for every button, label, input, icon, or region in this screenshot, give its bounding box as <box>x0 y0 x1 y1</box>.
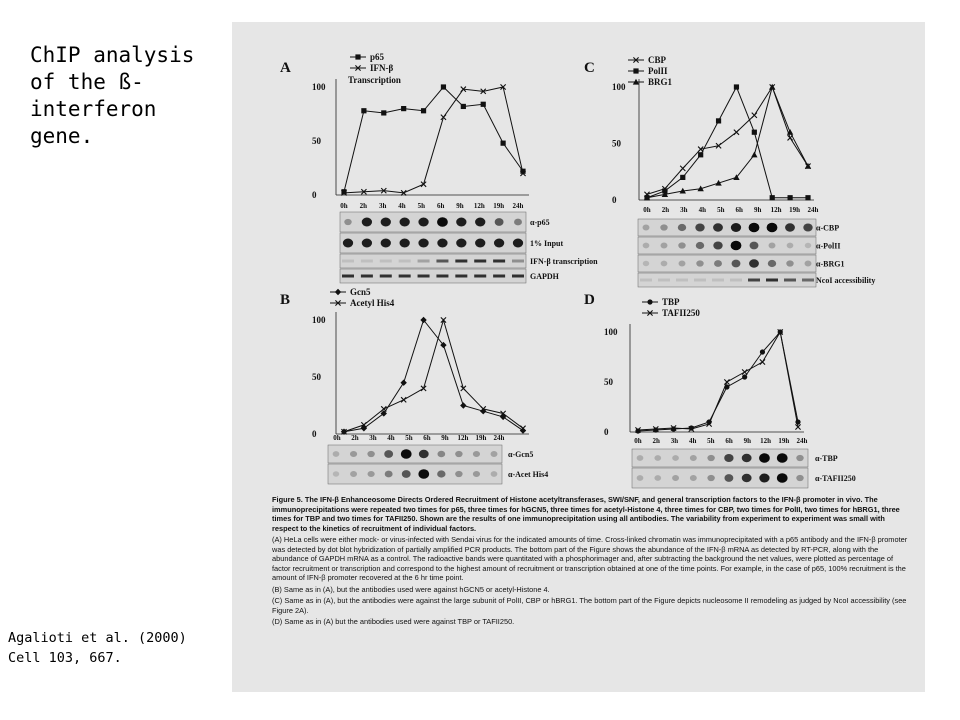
blot-dot <box>724 454 733 462</box>
blot-dot <box>513 239 523 248</box>
blot-dot <box>333 451 340 457</box>
legend-label: TBP <box>662 297 680 307</box>
data-point <box>752 113 757 118</box>
blot-dot <box>402 470 411 478</box>
data-point <box>752 130 757 135</box>
blot-band <box>399 260 411 263</box>
blot-dot <box>796 455 803 461</box>
x-tick-label: 5h <box>417 202 426 210</box>
blot-dot <box>749 259 759 268</box>
blot-dot <box>714 260 722 267</box>
blot-band <box>658 279 670 282</box>
blot-dot <box>437 217 448 226</box>
blot-dot <box>768 260 776 267</box>
series-line <box>638 332 798 430</box>
blot-band <box>418 260 430 263</box>
data-point <box>421 386 426 391</box>
data-point <box>734 130 739 135</box>
figure-sheet <box>232 22 925 692</box>
blot-label: α-p65 <box>530 218 550 227</box>
blot-dot <box>672 455 679 461</box>
panel-letter: A <box>280 60 291 76</box>
blot-band <box>640 279 652 282</box>
blot-band <box>748 279 760 282</box>
blot-label: NcoI accessibility <box>816 276 876 285</box>
blot-dot <box>696 260 703 266</box>
blot-label: α-PolII <box>816 241 841 251</box>
blot-dot <box>679 261 686 267</box>
data-point <box>760 359 765 364</box>
blot-dot <box>742 474 752 483</box>
blot-band <box>342 275 354 278</box>
blot-dot <box>385 471 393 478</box>
x-tick-label: 0h <box>333 434 341 442</box>
blot-dot <box>777 473 788 482</box>
slide-title-line: ChIP analysis <box>30 43 195 67</box>
blot-dot <box>759 453 770 462</box>
blot-band <box>512 260 524 263</box>
data-point <box>361 108 366 113</box>
blot-band <box>766 279 778 282</box>
data-point <box>724 379 729 384</box>
y-tick-label: 0 <box>612 195 617 205</box>
panel-letter: D <box>584 292 595 308</box>
blot-dot <box>713 241 722 249</box>
legend-label: TAFII250 <box>662 308 700 318</box>
blot-dot <box>475 239 485 248</box>
blot-dot <box>362 239 372 248</box>
x-tick-label: 19h <box>493 202 505 210</box>
data-point <box>680 175 685 180</box>
x-tick-label: 19h <box>789 206 801 214</box>
data-point <box>760 349 765 354</box>
x-tick-label: 9h <box>456 202 464 210</box>
slide-title-line: gene. <box>30 124 94 148</box>
data-point <box>671 426 676 431</box>
x-tick-label: 9h <box>743 437 752 445</box>
data-point <box>401 106 406 111</box>
data-point <box>751 152 757 158</box>
blot-dot <box>456 218 466 227</box>
blot-dot <box>661 261 668 267</box>
blot-dot <box>805 261 812 267</box>
blot-dot <box>713 223 723 232</box>
blot-band <box>512 275 524 278</box>
blot-dot <box>678 242 685 248</box>
blot-band <box>361 260 373 263</box>
blot-dot <box>731 241 742 250</box>
blot-band <box>730 279 742 282</box>
blot-dot <box>400 239 410 248</box>
x-tick-label: 6h <box>436 202 445 210</box>
blot-label: IFN-β transcription <box>530 257 598 266</box>
blot-dot <box>796 475 803 481</box>
blot-dot <box>437 239 447 248</box>
blot-band <box>455 260 467 263</box>
x-tick-label: 4h <box>688 437 697 445</box>
y-tick-label: 100 <box>312 82 326 92</box>
blot-band <box>380 260 392 263</box>
blot-label: α-TAFII250 <box>815 474 856 483</box>
x-tick-label: 12h <box>760 437 772 445</box>
blot-dot <box>456 239 466 248</box>
data-point <box>653 427 658 432</box>
blot-band <box>361 275 373 278</box>
y-tick-label: 100 <box>612 82 626 92</box>
blot-dot <box>695 223 704 231</box>
blot-band <box>493 260 505 263</box>
blot-dot <box>350 471 357 477</box>
blot-dot <box>333 471 339 476</box>
x-tick-label: 4h <box>387 434 395 442</box>
blot-band <box>474 275 486 278</box>
blot-dot <box>731 223 741 232</box>
x-tick-label: 12h <box>473 202 485 210</box>
blot-dot <box>750 242 759 250</box>
y-tick-label: 100 <box>604 327 618 337</box>
data-point <box>441 317 446 322</box>
blot-label: α-TBP <box>815 454 838 463</box>
x-tick-label: 0h <box>340 202 348 210</box>
blot-dot <box>437 451 445 458</box>
blot-dot <box>678 224 686 231</box>
x-tick-label: 9h <box>441 434 449 442</box>
figure-caption <box>272 495 912 629</box>
blot-dot <box>803 223 812 231</box>
x-tick-label: 5h <box>707 437 715 445</box>
legend-marker <box>633 68 638 73</box>
x-tick-label: 5h <box>405 434 413 442</box>
blot-dot <box>696 242 704 249</box>
legend-label: CBP <box>648 55 666 65</box>
x-tick-label: 0h <box>634 437 642 445</box>
blot-dot <box>654 455 661 461</box>
blot-band <box>380 275 392 278</box>
data-point <box>795 419 800 424</box>
blot-dot <box>491 471 498 477</box>
blot-dot <box>514 219 522 226</box>
y-tick-label: 0 <box>312 429 317 439</box>
blot-dot <box>690 475 697 481</box>
x-tick-label: 2h <box>351 434 359 442</box>
x-tick-label: 3h <box>378 202 387 210</box>
blot-dot <box>455 451 462 457</box>
blot-dot <box>660 224 667 230</box>
blot-dot <box>672 475 679 481</box>
blot-dot <box>637 475 644 481</box>
blot-label: α-CBP <box>816 223 840 233</box>
series-line <box>344 87 523 192</box>
data-point <box>441 115 446 120</box>
x-tick-label: 0h <box>643 206 651 214</box>
slide-title-line: of the ß- <box>30 70 144 94</box>
blot-dot <box>473 471 480 477</box>
caption-paragraph-b: (B) Same as in (A), but the antibodies used were against hGCN5 or acetyl-Histone 4. <box>272 584 550 594</box>
blot-dot <box>805 243 811 248</box>
blot-dot <box>643 261 649 266</box>
blot-dot <box>643 243 650 249</box>
data-point <box>481 102 486 107</box>
x-tick-label: 6h <box>725 437 733 445</box>
legend-label: IFN-β <box>370 63 394 73</box>
blot-dot <box>368 471 375 477</box>
blot-dot <box>724 474 733 482</box>
blot-dot <box>419 450 429 459</box>
caption-paragraph-a: (A) HeLa cells were either mock- or virus-infected with Sendai virus for the indicated amounts of time. Cross-linked chromatin was immunoprecipitated with a p65 antibody and the IFN-β promoter was detected by dot blot hybridization of partially amplified PCR products. The bottom part of the Figure shows the abundance of the IFN-β mRNA as detected by RT-PCR, along with the abundance of GAPDH mRNA as a control. The radioactive bands were quantitated with a phosphorimager and, after subtracting the background the net values, were plotted as percentage of factor recruitment or transcription and correspond to the highest amount of recruitment or transcription obtained at one of the time points. For example, in the case of p65, 100% recruitment is the amount of IFN-β promoter recovered at the 6 hr time point. <box>272 535 908 582</box>
panel-letter: C <box>584 60 595 76</box>
blot-dot <box>491 451 498 457</box>
x-tick-label: 12h <box>457 434 469 442</box>
blot-dot <box>381 218 391 227</box>
blot-label: α-BRG1 <box>816 259 845 269</box>
blot-band <box>493 275 505 278</box>
x-tick-label: 24h <box>493 434 505 442</box>
blot-dot <box>707 475 714 481</box>
x-tick-label: 12h <box>770 206 782 214</box>
blot-band <box>418 275 430 278</box>
x-tick-label: 19h <box>475 434 487 442</box>
blot-dot <box>787 243 794 249</box>
blot-dot <box>418 469 429 478</box>
legend-marker <box>335 289 341 295</box>
citation-line: Cell 103, 667. <box>8 650 122 666</box>
blot-dot <box>732 260 741 268</box>
blot-dot <box>350 451 357 457</box>
blot-band <box>399 275 411 278</box>
y-tick-label: 50 <box>312 372 321 382</box>
caption-heading: Figure 5. The IFN-β Enhanceosome Directs Ordered Recruitment of Histone acetyltransferases, SWI/SNF, and general transcription factors to the IFN-β promoter in vivo. The immunoprecipitations were repeated two times for p65, three times for hGCN5, three times for acetyl-Histone 4, three times for CBP, two times for PolII, two times for hBRG1, three times for TBP and two times for TAFII250. Shown are the results of one immunoprecipitation using all antibodies. The variability from experiment to experiment was small with respect to the kinetics of recruitment of individual factors. <box>272 495 900 533</box>
data-point <box>501 141 506 146</box>
blot-dot <box>786 260 793 266</box>
legend-label: p65 <box>370 52 385 62</box>
x-tick-label: 4h <box>698 206 707 214</box>
blot-dot <box>362 218 372 227</box>
blot-dot <box>381 239 391 248</box>
data-point <box>770 195 775 200</box>
data-point <box>734 84 739 89</box>
data-point <box>421 182 426 187</box>
blot-dot <box>401 449 412 458</box>
series-line <box>344 87 523 193</box>
blot-dot <box>437 470 445 477</box>
x-tick-label: 3h <box>680 206 688 214</box>
blot-dot <box>767 223 778 232</box>
data-point <box>460 402 466 408</box>
panel-letter: B <box>280 292 291 308</box>
blot-dot <box>654 475 661 481</box>
slide-title <box>30 42 220 150</box>
x-tick-label: 4h <box>398 202 406 210</box>
blot-label: α-Gcn5 <box>508 450 534 459</box>
data-point <box>400 380 406 386</box>
legend-label: PolII <box>648 66 668 76</box>
slide-title-line: interferon <box>30 97 157 121</box>
x-tick-label: 3h <box>369 434 377 442</box>
legend-marker <box>647 299 652 304</box>
blot-dot <box>384 450 393 458</box>
legend-marker <box>355 54 360 59</box>
data-point <box>680 166 685 171</box>
x-tick-label: 6h <box>423 434 431 442</box>
blot-dot <box>643 225 650 231</box>
blot-dot <box>661 243 668 249</box>
blot-dot <box>637 455 644 461</box>
blot-dot <box>495 218 504 226</box>
data-point <box>742 369 747 374</box>
blot-band <box>694 279 706 282</box>
data-point <box>805 195 810 200</box>
blot-band <box>676 279 688 282</box>
legend-title: Transcription <box>348 75 401 85</box>
blot-dot <box>367 451 374 457</box>
data-point <box>461 386 466 391</box>
legend-label: Acetyl His4 <box>350 298 395 308</box>
blot-dot <box>777 453 788 462</box>
caption-paragraph-d: (D) Same as in (A) but the antibodies used were against TBP or TAFII250. <box>272 617 515 626</box>
data-point <box>461 104 466 109</box>
x-tick-label: 3h <box>670 437 679 445</box>
blot-band <box>342 260 354 263</box>
y-tick-label: 50 <box>604 377 613 387</box>
blot-label: α-Acet His4 <box>508 470 549 479</box>
blot-dot <box>759 474 769 483</box>
blot-band <box>802 279 814 282</box>
blot-dot <box>418 239 428 248</box>
blot-label: 1% Input <box>530 239 564 248</box>
data-point <box>421 108 426 113</box>
x-tick-label: 2h <box>359 202 368 210</box>
blot-dot <box>473 451 480 457</box>
x-tick-label: 24h <box>796 437 808 445</box>
data-point <box>742 374 747 379</box>
legend-label: BRG1 <box>648 77 673 87</box>
blot-dot <box>749 223 760 232</box>
blot-band <box>712 279 724 282</box>
blot-dot <box>769 243 776 249</box>
citation-line: Agalioti et al. (2000) <box>8 630 187 646</box>
citation <box>8 628 228 668</box>
x-tick-label: 2h <box>661 206 670 214</box>
data-point <box>381 110 386 115</box>
blot-label: GAPDH <box>530 272 559 281</box>
blot-dot <box>707 455 714 461</box>
data-point <box>441 84 446 89</box>
x-tick-label: 5h <box>717 206 725 214</box>
blot-dot <box>690 455 697 461</box>
blot-dot <box>344 219 351 225</box>
y-tick-label: 100 <box>312 315 326 325</box>
y-tick-label: 50 <box>612 138 621 149</box>
series-line <box>638 332 798 431</box>
figure-panels <box>232 22 925 492</box>
legend-label: Gcn5 <box>350 287 371 297</box>
blot-dot <box>343 239 353 248</box>
caption-paragraph-c: (C) Same as in (A), but the antibodies were against the large subunit of PolII, CBP or hBRG1. The bottom part of the Figure depicts nucleosome II remodeling as judged by NcoI accessibility (see Figure 2A). <box>272 596 907 615</box>
blot-dot <box>418 218 428 227</box>
blot-band <box>784 279 796 282</box>
blot-band <box>455 275 467 278</box>
blot-dot <box>455 471 462 477</box>
y-tick-label: 0 <box>312 190 317 200</box>
y-tick-label: 50 <box>312 136 321 146</box>
x-tick-label: 24h <box>512 202 524 210</box>
blot-dot <box>785 223 795 232</box>
blot-band <box>474 260 486 263</box>
blot-dot <box>400 218 410 227</box>
blot-band <box>436 260 448 263</box>
data-point <box>401 397 406 402</box>
x-tick-label: 19h <box>778 437 790 445</box>
blot-dot <box>475 218 485 227</box>
data-point <box>635 428 640 433</box>
x-tick-label: 2h <box>652 437 660 445</box>
blot-dot <box>494 239 504 248</box>
x-tick-label: 24h <box>807 206 819 214</box>
y-tick-label: 0 <box>604 427 609 437</box>
blot-dot <box>742 454 752 463</box>
data-point <box>698 152 703 157</box>
blot-band <box>436 275 448 278</box>
data-point <box>788 195 793 200</box>
x-tick-label: 9h <box>753 206 762 214</box>
data-point <box>716 118 721 123</box>
x-tick-label: 6h <box>735 206 743 214</box>
series-line <box>344 320 523 432</box>
